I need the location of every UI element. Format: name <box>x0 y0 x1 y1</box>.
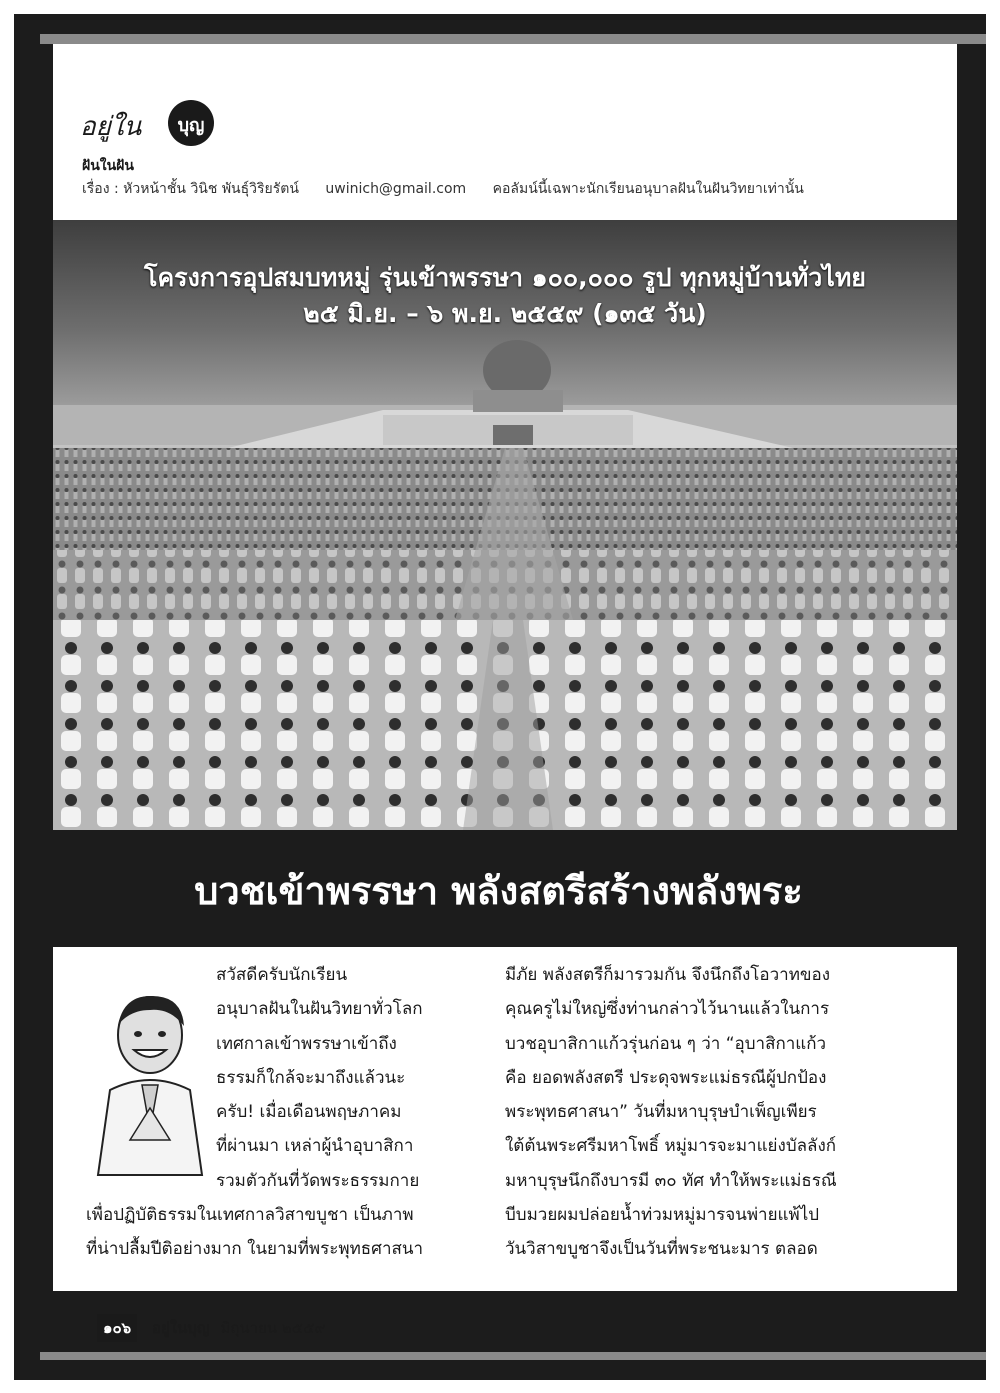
ceremony-photo <box>53 220 957 830</box>
byline-author: เรื่อง : หัวหน้าชั้น วินิช พันธุ์วิริยรัตน์ <box>82 181 299 197</box>
photo-title <box>53 260 957 332</box>
logo-circle-text: บุญ <box>177 115 205 136</box>
article-line: วันวิสาขบูชาจึงเป็นวันที่พระชนะมาร ตลอด <box>505 1239 818 1260</box>
article-column-left <box>86 958 480 1267</box>
article-line: คือ ยอดพลังสตรี ประดุจพระแม่ธรณีผู้ปกป้อง <box>505 1067 827 1088</box>
article-line: มหาบุรุษนึกถึงบารมี ๓๐ ทัศ ทำให้พระแม่ธรณี <box>505 1170 837 1191</box>
byline-note: คอลัมน์นี้เฉพาะนักเรียนอนุบาลฝันในฝันวิทยาเท่านั้น <box>492 181 804 197</box>
article-line: ครับ! เมื่อเดือนพฤษภาคม <box>216 1102 402 1123</box>
article-line: เทศกาลเข้าพรรษาเข้าถึง <box>216 1033 397 1054</box>
photo-title-line1: โครงการอุปสมบทหมู่ รุ่นเข้าพรรษา ๑๐๐,๐๐๐ รูป ทุกหมู่บ้านทั่วไทย <box>144 263 866 292</box>
frame-right-bar <box>957 44 986 1352</box>
article-line: อนุบาลฝันในฝันวิทยาทั่วโลก <box>216 999 423 1020</box>
article-line: พระพุทธศาสนา” วันที่มหาบุรุษบำเพ็ญเพียร <box>505 1102 817 1123</box>
footer-magazine-name: อยู่ในบุญ <box>151 1319 210 1337</box>
article-line: คุณครูไม่ใหญ่ซึ่งท่านกล่าวไว้นานแล้วในการ <box>505 999 830 1020</box>
frame-stripe-top <box>40 34 986 44</box>
article-line: บวชอุบาสิกาแก้วรุ่นก่อน ๆ ว่า “อุบาสิกาแก้ว <box>505 1033 827 1054</box>
article-line: มีภัย พลังสตรีก็มารวมกัน จึงนึกถึงโอวาทของ <box>505 965 831 985</box>
article-line: เพื่อปฏิบัติธรรมในเทศกาลวิสาขบูชา เป็นภาพ <box>86 1205 414 1226</box>
article-line: ใต้ต้นพระศรีมหาโพธิ์ หมู่มารจะมาแย่งบัลลังก์ <box>505 1136 837 1157</box>
byline <box>82 178 826 200</box>
article-headline: บวชเข้าพรรษา พลังสตรีสร้างพลังพระ <box>194 869 803 913</box>
frame-stripe-bottom <box>40 1352 986 1360</box>
photo-title-line2: ๒๕ มิ.ย. – ๖ พ.ย. ๒๕๕๙ (๑๓๕ วัน) <box>303 299 707 328</box>
footer-issue: มิถุนายน ๒๕๕๙ <box>220 1319 326 1337</box>
magazine-logo <box>80 100 230 146</box>
article-line: รวมตัวกันที่วัดพระธรรมกาย <box>216 1170 420 1191</box>
article-line: ที่น่าปลื้มปีติอย่างมาก ในยามที่พระพุทธศาสนา <box>86 1239 424 1260</box>
article-line: ที่ผ่านมา เหล่าผู้นำอุบาสิกา <box>216 1136 414 1157</box>
article-line: ธรรมก็ใกล้จะมาถึงแล้วนะ <box>216 1067 406 1088</box>
article-column-right <box>505 958 881 1267</box>
article-line: บีบมวยผมปล่อยน้ำท่วมหมู่มารจนพ่ายแพ้ไป <box>505 1205 820 1226</box>
page-footer <box>97 1314 326 1342</box>
logo-text: อยู่ใน <box>80 112 142 142</box>
logo-circle <box>168 100 214 146</box>
byline-email: uwinich@gmail.com <box>325 181 467 197</box>
page-number: ๑๐๖ <box>97 1314 137 1342</box>
column-title: ฝันในฝัน <box>82 158 134 174</box>
article-line: สวัสดีครับนักเรียน <box>216 965 348 985</box>
